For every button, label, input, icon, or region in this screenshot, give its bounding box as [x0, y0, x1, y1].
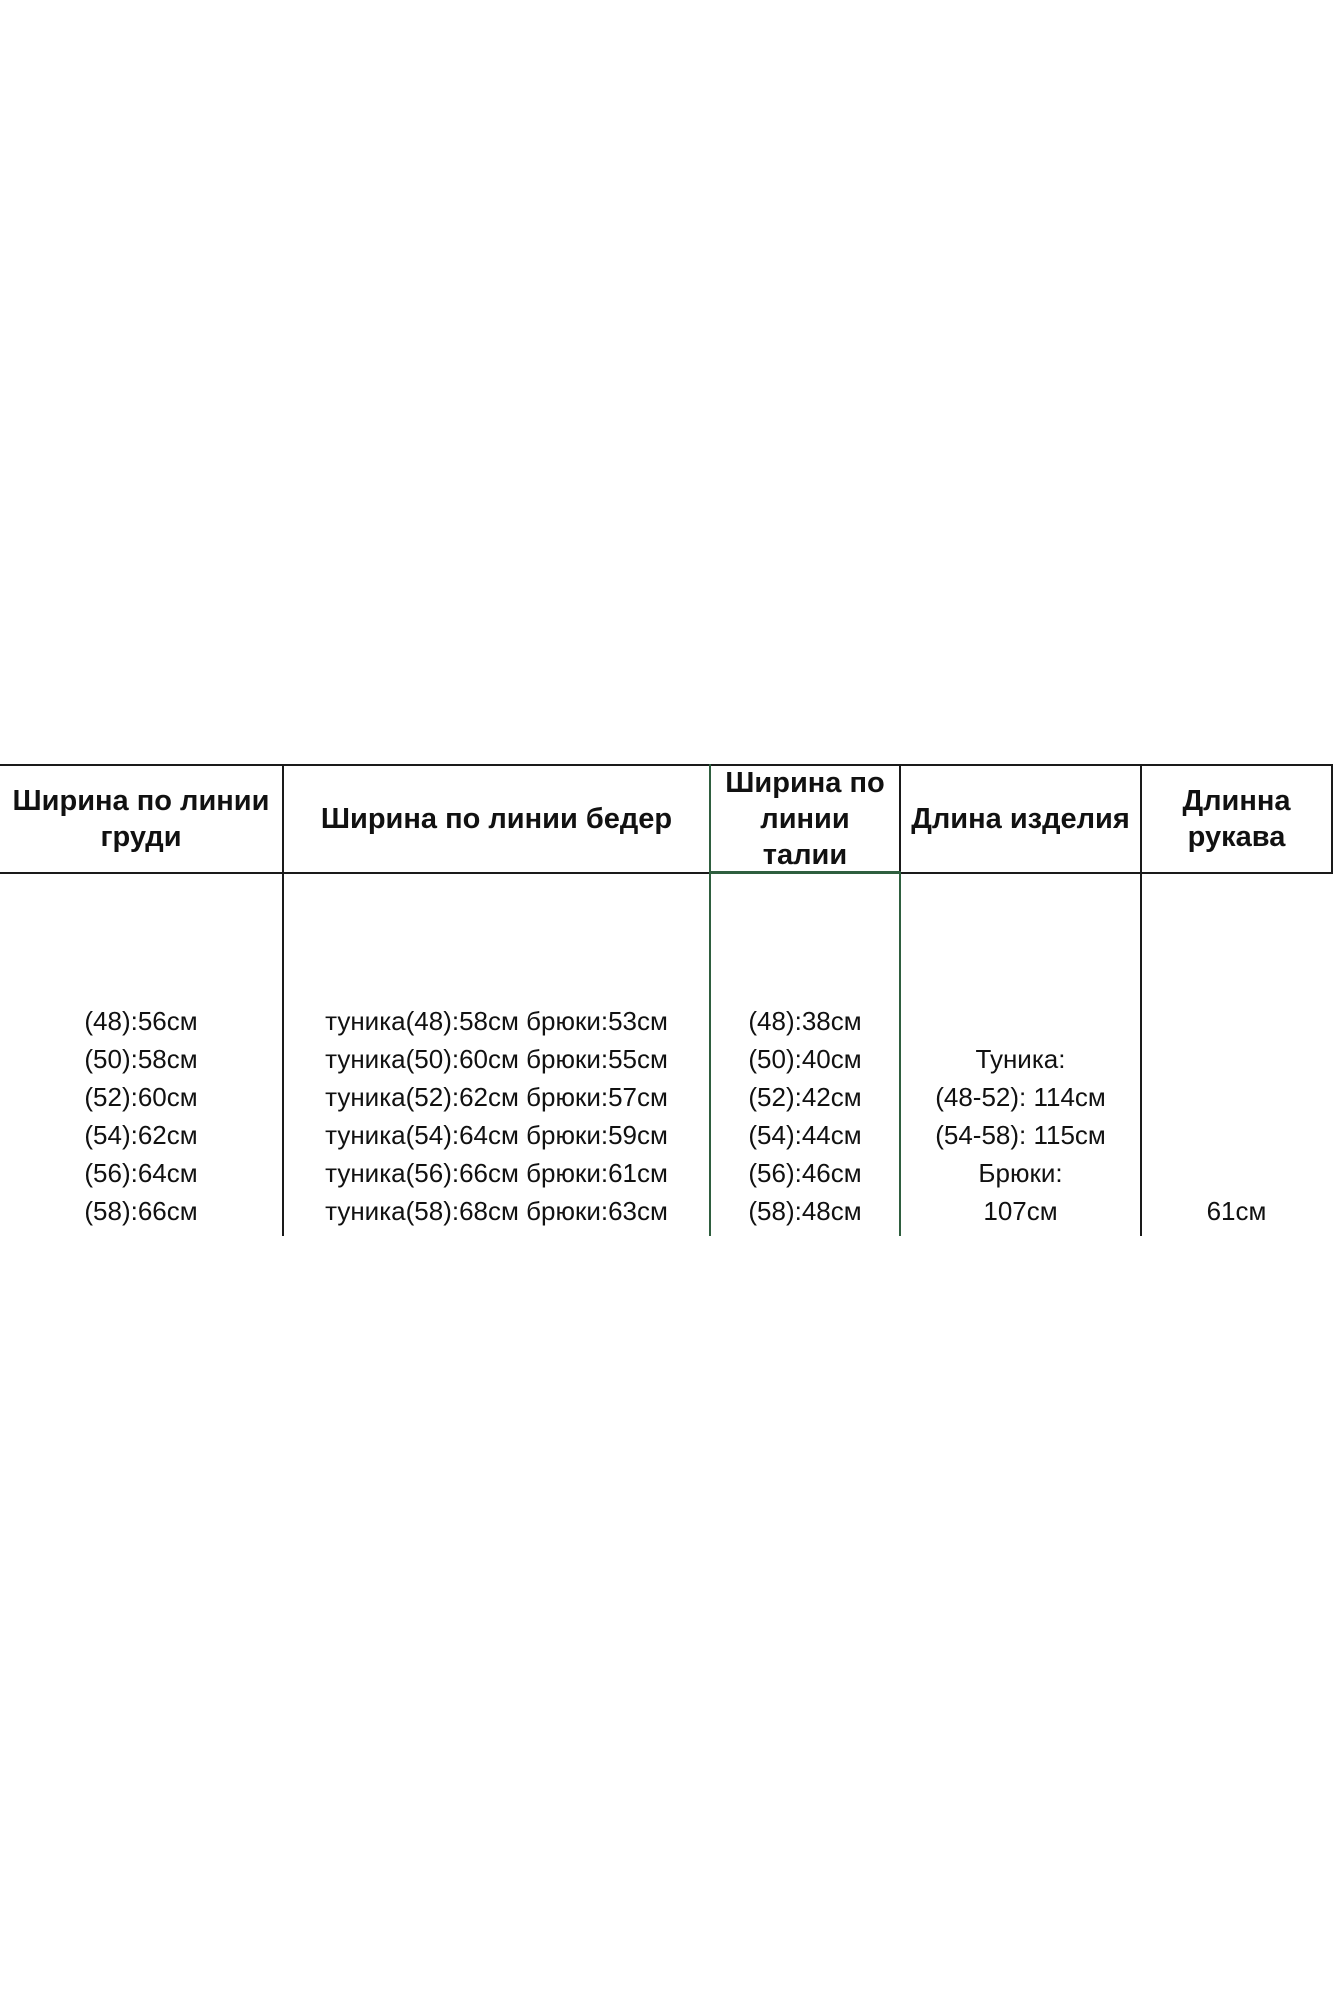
header-sleeve-length: Длинна рукава — [1182, 785, 1291, 853]
header-hips-width: Ширина по линии бедер — [320, 803, 673, 835]
list-item: туника(58):68см брюки:63см — [325, 1196, 668, 1226]
waist-values-cell — [711, 874, 899, 1236]
list-item: туника(52):62см брюки:57см — [325, 1082, 668, 1112]
list-item: (56):64см — [84, 1158, 198, 1188]
header-waist-width: Ширина по линии талии — [725, 767, 885, 871]
sleeve-values-cell — [1142, 874, 1331, 1236]
hips-values-cell — [284, 874, 709, 1236]
list-item: (58):48см — [748, 1196, 862, 1226]
chest-values-cell — [0, 874, 282, 1236]
list-item: (48):38см — [748, 1006, 862, 1036]
list-item: (54-58): 115см — [935, 1120, 1106, 1150]
length-values-cell — [901, 874, 1140, 1236]
list-item: 107см — [983, 1196, 1058, 1226]
list-item: (50):58см — [84, 1044, 198, 1074]
list-item: туника(56):66см брюки:61см — [325, 1158, 668, 1188]
list-item: (52):42см — [748, 1082, 862, 1112]
list-item: (56):46см — [748, 1158, 862, 1188]
header-chest-width: Ширина по линии груди — [12, 785, 270, 853]
list-item: (50):40см — [748, 1044, 862, 1074]
list-item: туника(50):60см брюки:55см — [325, 1044, 668, 1074]
list-item: (48):56см — [84, 1006, 198, 1036]
list-item: (52):60см — [84, 1082, 198, 1112]
list-item: Туника: — [975, 1044, 1066, 1074]
list-item: (54):44см — [748, 1120, 862, 1150]
list-item: (54):62см — [84, 1120, 198, 1150]
list-item: Брюки: — [978, 1158, 1063, 1188]
list-item: туника(48):58см брюки:53см — [325, 1006, 668, 1036]
list-item: 61см — [1206, 1196, 1267, 1226]
size-table — [0, 764, 1333, 1236]
list-item: туника(54):64см брюки:59см — [325, 1120, 668, 1150]
list-item: (58):66см — [84, 1196, 198, 1226]
header-product-length: Длина изделия — [911, 803, 1130, 835]
list-item: (48-52): 114см — [935, 1082, 1106, 1112]
